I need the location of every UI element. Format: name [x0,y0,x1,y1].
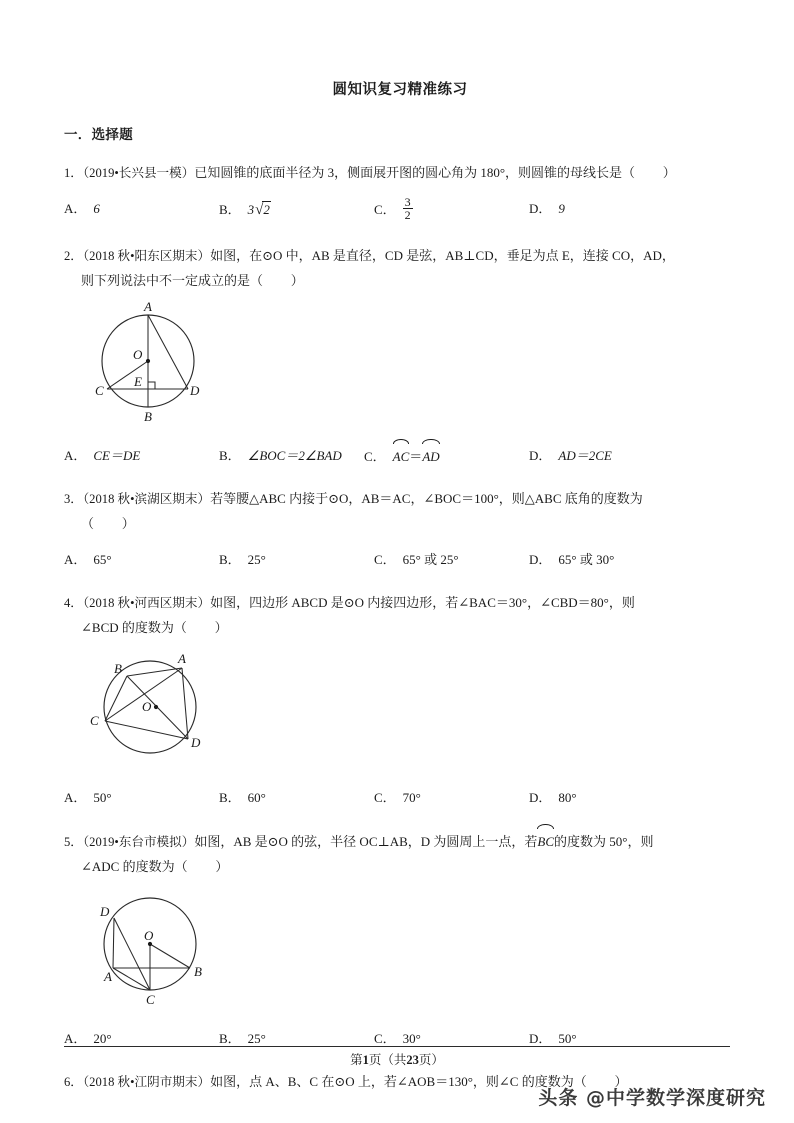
segment-ob-radius [150,944,190,968]
question-6-body: 如图，点 A、B、C 在⊙O 上，若∠AOB＝130°，则∠C 的度数为（ [210,1074,587,1090]
option-3-a-label: A． [64,551,87,567]
segment-cd [105,721,188,739]
option-1-c-numerator: 3 [404,194,411,209]
question-5-text-line2 [64,854,736,879]
question-3-text-line2 [64,511,736,536]
center-point-dot [154,704,158,708]
option-3-c-label: C． [374,551,396,567]
option-1-a-label: A． [64,200,87,216]
page-title: 圆知识复习精准练习 [332,82,468,98]
option-4-c-text: 70° [402,789,421,805]
footer-divider [64,1046,730,1047]
label-b: B [144,409,152,425]
option-3-c[interactable] [374,547,459,572]
option-4-d-label: D． [529,789,552,805]
question-3-options [64,547,736,573]
option-4-b-label: B． [219,789,241,805]
option-5-a-label: A． [64,1031,87,1047]
label-d: D [190,383,200,399]
label-a: A [178,650,186,666]
label-b: B [114,660,122,676]
option-3-c-text: 65° 或 25° [402,551,459,567]
question-5-figure [64,886,736,1016]
option-2-a-label: A． [64,447,87,463]
option-4-d[interactable] [529,785,577,810]
option-4-d-text: 80° [558,789,577,805]
question-3 [64,486,736,573]
question-1-paren-close: ） [662,165,676,180]
option-1-d-text: 9 [558,200,565,216]
option-1-d-label: D． [529,200,552,216]
question-1-text [64,160,736,186]
question-5-number: 5． [64,834,83,849]
label-e: E [134,374,142,390]
label-o: O [144,927,154,943]
arc-ad-icon [422,443,439,469]
option-2-d-text: AD＝2CE [558,447,612,463]
question-2-text-line1 [64,243,736,269]
label-a: A [104,968,112,984]
label-b: B [194,963,202,979]
option-5-c-text: 30° [402,1031,421,1047]
option-3-b[interactable] [219,547,266,572]
option-1-a-text: 6 [93,200,100,216]
question-2-source: （2018 秋•阳东区期末） [82,248,211,263]
option-2-d-label: D． [529,447,552,463]
footer-suffix: 页） [418,1053,444,1067]
option-5-d-text: 50° [558,1031,577,1047]
question-2-text-line2 [64,268,736,293]
question-5-arc-label: BC [537,833,555,849]
option-1-c-denominator: 2 [404,208,411,223]
cyclic-quadrilateral-abcd-svg [78,647,258,767]
option-5-b[interactable] [219,1026,266,1051]
question-5-body-pre: 如图，AB 是⊙O 的弦，半径 OC⊥AB，D 为圆周上一点，若 [194,833,538,849]
footer-prefix: 第 [350,1053,363,1067]
arc-ac-icon [393,443,410,469]
option-5-c-label: C． [374,1031,396,1047]
option-2-a[interactable] [64,443,140,468]
section-heading: 一．选择题 [64,127,133,142]
question-3-body-2: （ [81,516,95,532]
page-footer [0,1050,794,1068]
option-4-a[interactable] [64,785,112,810]
question-5-blank [188,859,216,874]
circle-oc-perp-ab-svg [78,886,258,1008]
option-4-c-label: C． [374,789,396,805]
label-d: D [100,903,110,919]
question-3-blank [94,516,122,531]
option-1-a[interactable] [64,196,100,221]
label-c: C [146,991,155,1007]
question-5-source: （2019•东台市模拟） [82,834,195,849]
question-6-source: （2018 秋•江阴市期末） [82,1075,211,1090]
option-2-d[interactable] [529,443,612,468]
option-1-b-coef: 3 [247,201,255,217]
question-4-blank [187,620,215,635]
question-2-figure [64,299,736,432]
page-content [64,0,736,1095]
question-5 [64,828,736,1052]
question-2 [64,243,736,469]
option-3-a-text: 65° [93,551,112,567]
option-4-a-text: 50° [93,789,112,805]
option-2-b-text: ∠BOC＝2∠BAD [247,447,342,463]
question-6-number: 6． [64,1075,83,1090]
question-1-options [64,196,736,226]
segment-ad [148,315,188,389]
option-1-d[interactable] [529,196,565,221]
question-4-paren-close: ） [214,620,228,636]
option-4-b[interactable] [219,785,266,810]
center-point-dot [146,359,150,363]
question-5-options [64,1026,736,1052]
option-3-d-label: D． [529,551,552,567]
option-1-b-label: B． [219,201,241,217]
arc-bc-icon [537,828,554,854]
question-4-body-2: ∠BCD 的度数为（ [81,620,187,636]
question-1 [64,160,736,226]
option-2-b-label: B． [219,447,241,463]
option-3-a[interactable] [64,547,112,572]
option-5-a-text: 20° [93,1031,112,1047]
sqrt-icon: √2 [255,201,270,218]
question-2-options [64,443,736,469]
option-3-b-text: 25° [247,551,266,567]
question-6-paren-close: ） [614,1074,628,1090]
option-2-c-label: C． [364,448,386,464]
segment-ab [127,668,182,676]
option-3-d-text: 65° 或 30° [558,551,615,567]
question-4-body-1: 如图，四边形 ABCD 是⊙O 内接四边形，若∠BAC＝30°，∠CBD＝80°，则 [210,594,635,610]
option-2-a-text: CE＝DE [93,447,141,463]
option-5-c[interactable] [374,1026,421,1051]
question-2-number: 2． [64,248,83,263]
label-o: O [142,698,152,714]
fraction-three-halves [403,196,413,222]
label-d: D [191,734,201,750]
question-3-number: 3． [64,491,83,506]
option-5-b-text: 25° [247,1031,266,1047]
option-4-a-label: A． [64,789,87,805]
option-2-c-arc1: AC [392,448,410,464]
label-a: A [144,299,152,315]
footer-total-pages: 23 [406,1053,419,1067]
question-4-figure [64,647,736,775]
label-o: O [133,347,143,363]
question-5-text-line1 [64,828,736,855]
question-1-blank [635,165,663,180]
question-4-number: 4． [64,595,83,610]
question-4-text-line1 [64,590,736,616]
question-2-body-1: 如图，在⊙O 中，AB 是直径，CD 是弦，AB⊥CD，垂足为点 E，连接 CO，AD， [210,247,675,263]
option-2-c-arc2: AD [422,448,440,464]
option-5-d-label: D． [529,1031,552,1047]
question-5-body-post: 的度数为 50°，则 [554,833,654,849]
question-4-source: （2018 秋•河西区期末） [82,595,211,610]
question-4 [64,590,736,811]
label-c: C [90,712,99,728]
question-1-number: 1． [64,166,83,180]
segment-da [113,918,114,968]
option-1-b[interactable] [219,196,271,225]
question-5-paren-close: ） [215,859,229,875]
question-5-body-2: ∠ADC 的度数为（ [81,859,188,875]
option-4-b-text: 60° [247,789,266,805]
watermark: 头条 @中学数学深度研究 [538,1087,766,1109]
question-1-source: （2019•长兴县一模） [82,166,195,180]
label-c: C [95,383,104,399]
option-1-c-label: C． [374,201,396,217]
option-1-c[interactable] [374,196,413,223]
right-angle-mark [148,382,155,389]
segment-da [182,668,188,739]
option-1-b-radicand: 2 [263,201,270,217]
question-4-text-line2 [64,615,736,640]
option-5-b-label: B． [219,1031,241,1047]
footer-page-number: 1 [362,1053,369,1067]
circle-ab-diameter-cd-chord-svg [78,299,258,424]
question-3-text-line1 [64,486,736,512]
question-4-options [64,785,736,811]
question-3-body-1: 若等腰△ABC 内接于⊙O，AB＝AC，∠BOC＝100°，则△ABC 底角的度数为 [210,490,643,506]
option-5-d[interactable] [529,1026,577,1051]
question-2-blank [263,273,291,288]
question-3-paren-close: ） [121,516,135,532]
question-2-body-2: 则下列说法中不一定成立的是（ [81,273,264,289]
option-5-a[interactable] [64,1026,112,1051]
option-3-b-label: B． [219,551,241,567]
footer-middle: 页（共 [368,1053,407,1067]
segment-bc [105,676,127,721]
option-2-c[interactable]: C． AC＝ AD [364,443,440,469]
question-3-source: （2018 秋•滨湖区期末） [82,491,211,506]
question-1-body: 已知圆锥的底面半径为 3，侧面展开图的圆心角为 180°，则圆锥的母线长是（ [194,165,636,180]
option-3-d[interactable] [529,547,614,572]
option-2-b[interactable] [219,443,342,468]
question-2-paren-close: ） [290,273,304,289]
option-4-c[interactable] [374,785,421,810]
